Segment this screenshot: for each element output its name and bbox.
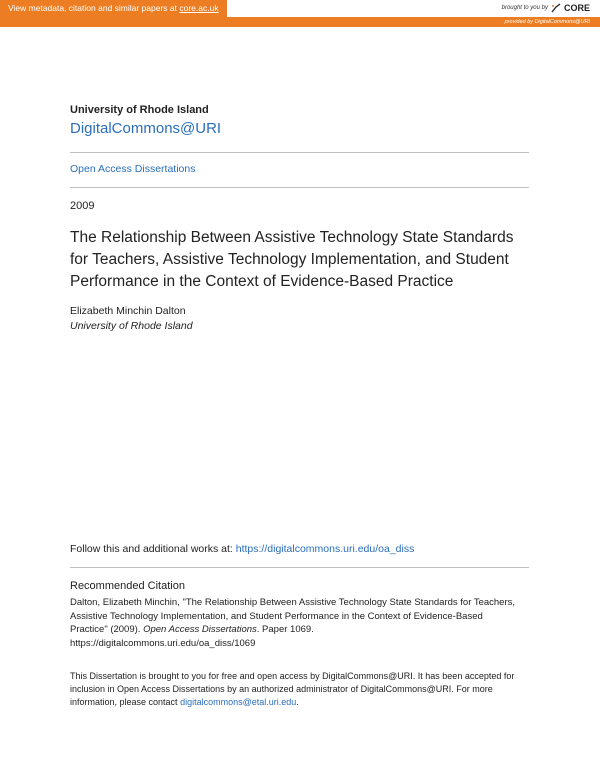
publication-year: 2009	[70, 200, 95, 212]
follow-label: Follow this and additional works at:	[70, 543, 236, 555]
citation-line: Assistive Technology Implementation, and Student Performance in the Context of Evidence-Based	[70, 610, 483, 622]
divider	[70, 567, 529, 568]
notice-line: This Dissertation is brought to you for free and open access by DigitalCommons@URI. It has been accepted for	[70, 671, 515, 681]
access-notice	[70, 670, 530, 709]
citation-series: Open Access Dissertations	[143, 624, 257, 635]
core-brought-label: brought to you by	[501, 5, 548, 11]
contact-email-link[interactable]: digitalcommons@etal.uri.edu	[180, 697, 297, 707]
notice-line	[70, 696, 530, 709]
citation-year: Practice" (2009).	[70, 624, 144, 635]
divider	[70, 187, 529, 188]
follow-line	[70, 543, 414, 555]
document-title	[70, 227, 530, 293]
core-banner	[0, 0, 600, 27]
citation-heading: Recommended Citation	[70, 580, 185, 592]
citation-url: https://digitalcommons.uri.edu/oa_diss/1069	[70, 637, 256, 649]
core-metadata-link[interactable]	[0, 0, 227, 17]
core-logo-text: CORE	[563, 3, 590, 13]
author-affiliation: University of Rhode Island	[70, 320, 193, 332]
core-link-url: core.ac.uk	[179, 3, 219, 13]
series-link[interactable]: Open Access Dissertations	[70, 163, 196, 175]
citation-line: Dalton, Elizabeth Minchin, "The Relationship Between Assistive Technology State Standards for Teachers,	[70, 597, 516, 608]
core-logo-icon	[551, 3, 561, 13]
citation-paper: . Paper 1069.	[256, 624, 314, 635]
site-name[interactable]: DigitalCommons@URI	[70, 120, 222, 137]
divider	[70, 152, 529, 153]
core-banner-top	[0, 0, 600, 17]
core-provided-by: provided by DigitalCommons@URI	[504, 19, 590, 25]
author-name: Elizabeth Minchin Dalton	[70, 305, 186, 317]
notice-contact-label: information, please contact	[70, 697, 181, 707]
citation-body	[70, 596, 530, 650]
core-brought-by[interactable]	[502, 3, 590, 13]
core-banner-bottom	[0, 17, 600, 27]
follow-link[interactable]: https://digitalcommons.uri.edu/oa_diss	[235, 543, 415, 555]
university-name: University of Rhode Island	[70, 104, 209, 116]
core-link-prefix: View metadata, citation and similar papers at	[8, 3, 180, 13]
title-line: for Teachers, Assistive Technology Implementation, and Student	[70, 251, 509, 268]
notice-period: .	[296, 697, 299, 707]
citation-line	[70, 623, 530, 637]
notice-line: inclusion in Open Access Dissertations by an authorized administrator of DigitalCommons@URI. For more	[70, 684, 493, 694]
title-line: Performance in the Context of Evidence-Based Practice	[70, 273, 454, 290]
title-line: The Relationship Between Assistive Technology State Standards	[70, 229, 514, 246]
